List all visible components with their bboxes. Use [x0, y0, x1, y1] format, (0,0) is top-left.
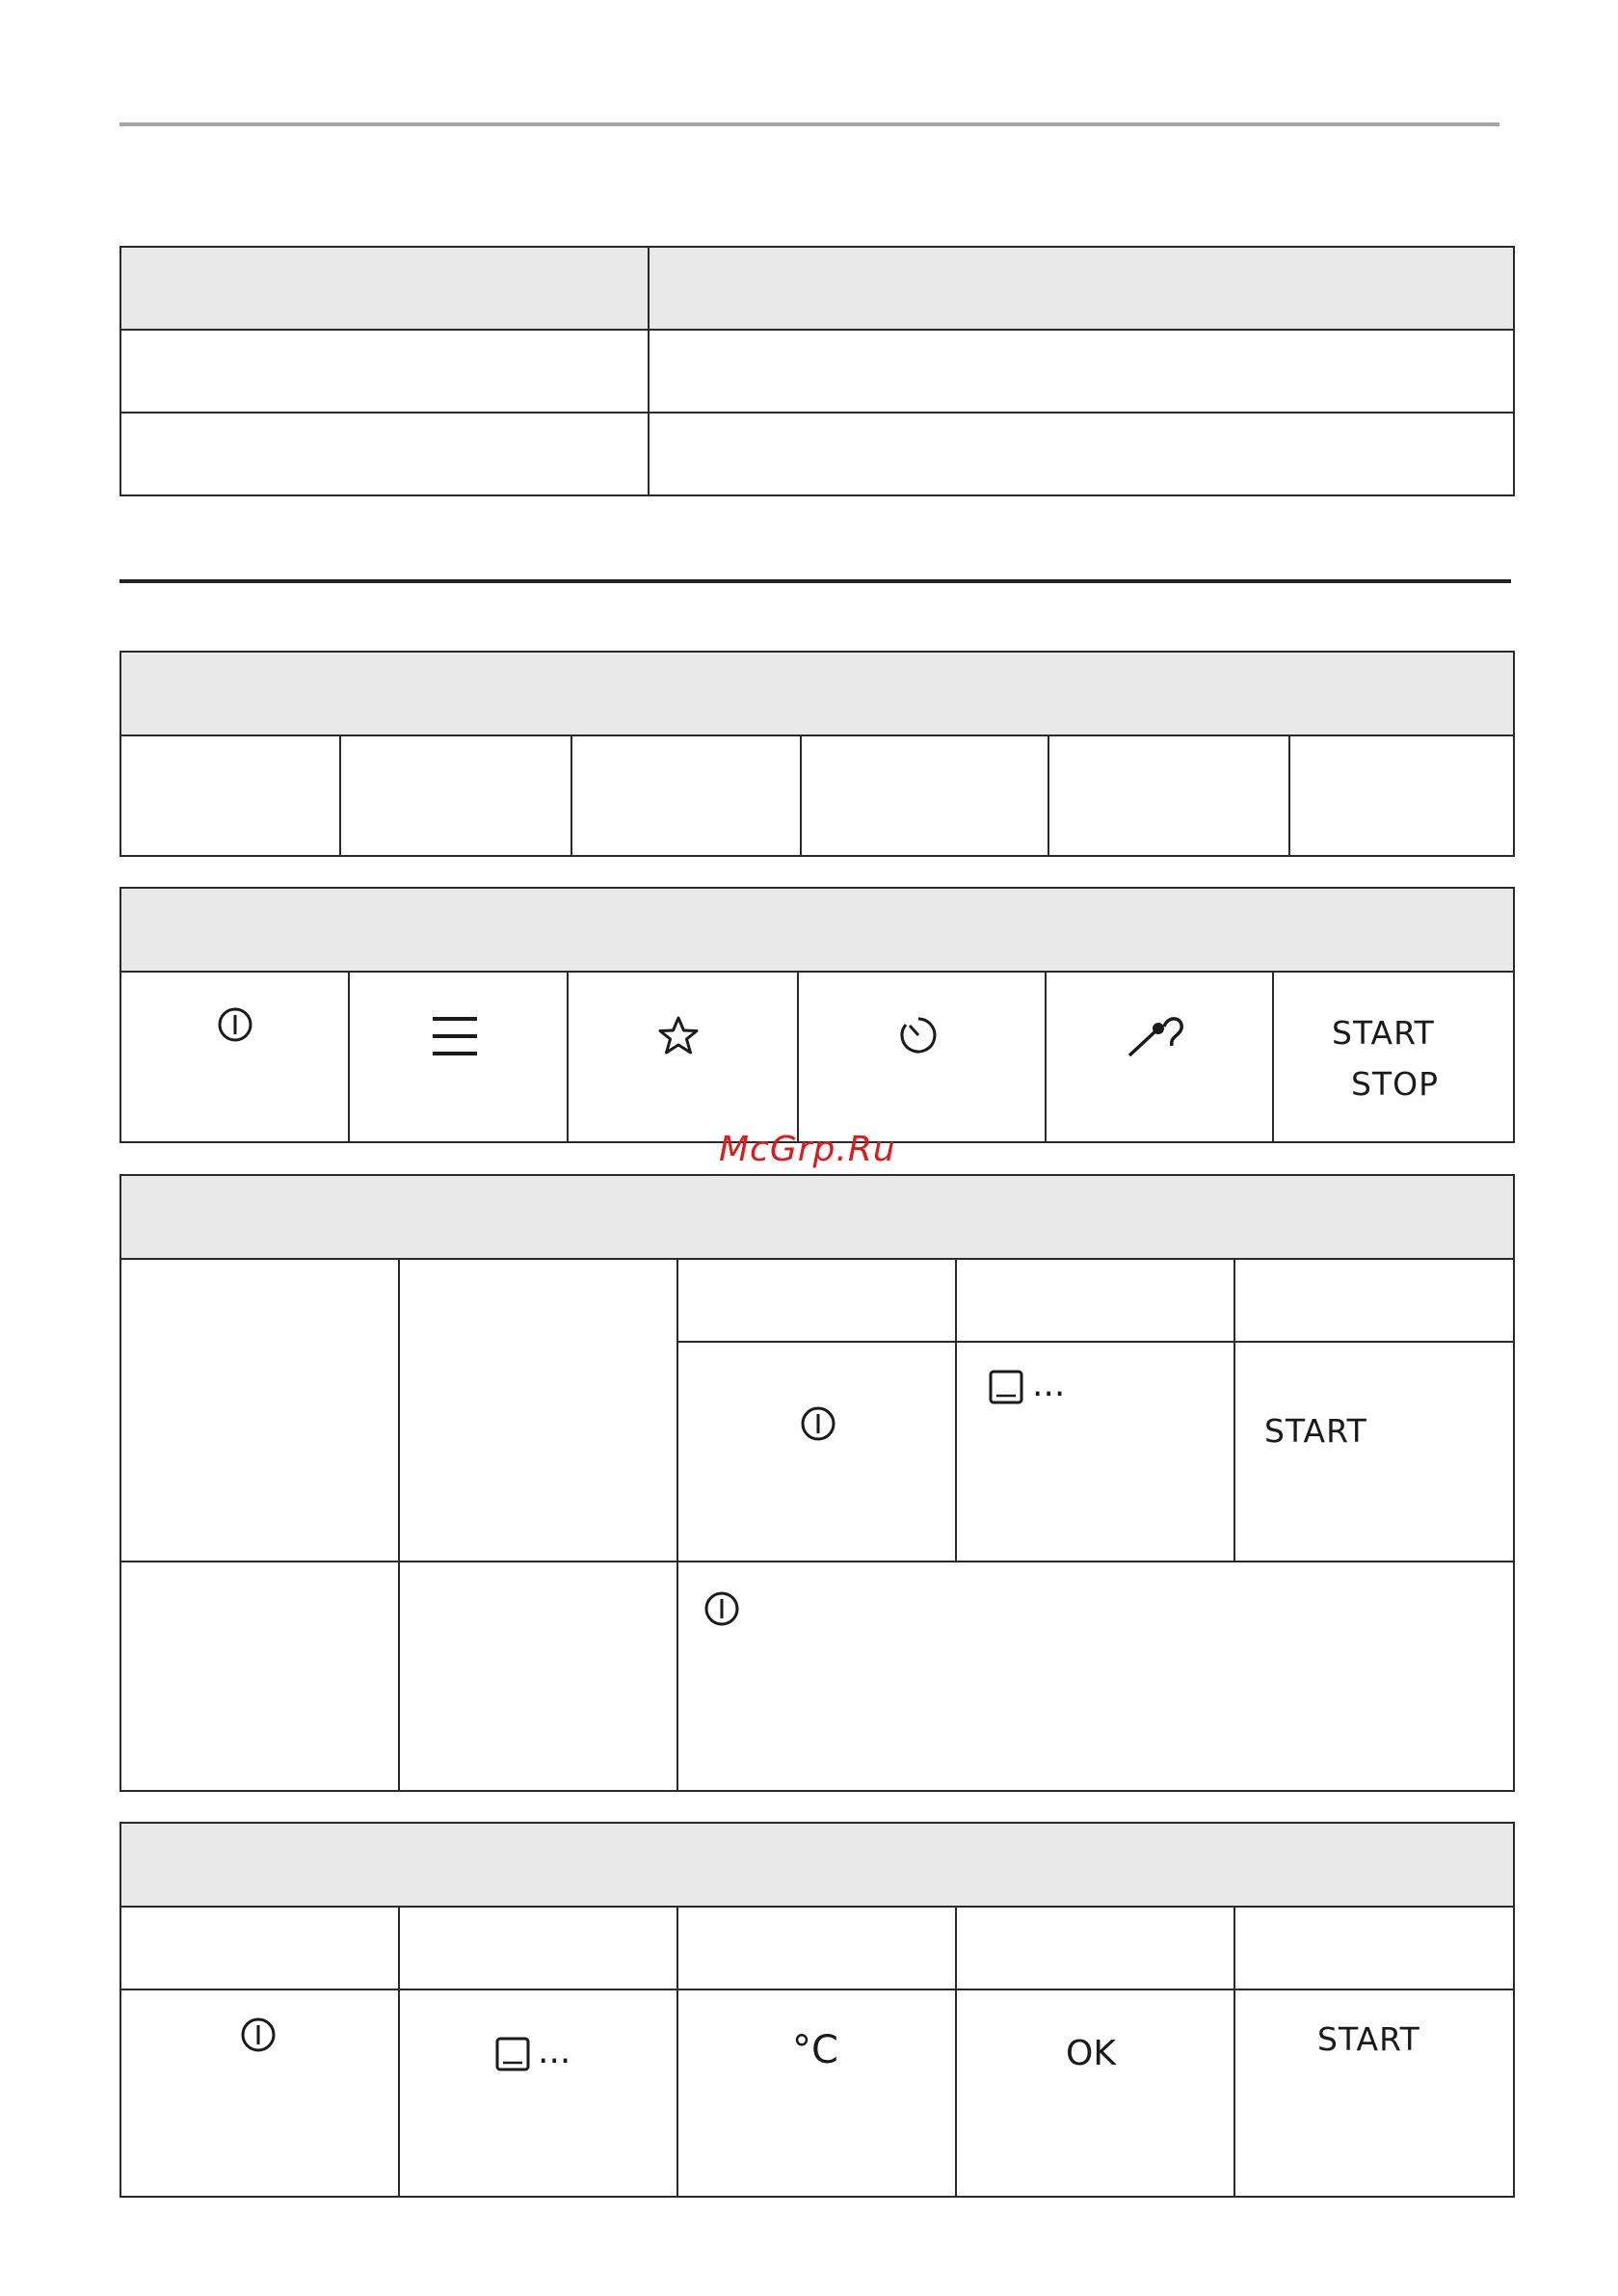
ok-label: OK — [1066, 2034, 1116, 2073]
settings-table — [119, 1822, 1515, 2198]
table-2-header — [120, 652, 1514, 735]
table-2-cell — [1289, 735, 1514, 856]
control-cell-start-stop — [1273, 972, 1514, 1142]
oven-function-icon — [495, 2037, 530, 2071]
start-label: START — [1317, 2020, 1420, 2058]
activation-cell — [677, 1259, 956, 1342]
table-1-cell — [649, 413, 1514, 495]
start-label: START — [1264, 1412, 1367, 1450]
control-panel-table — [119, 887, 1515, 1143]
settings-cell-power — [120, 1989, 399, 2197]
section-rule — [119, 579, 1511, 583]
table-1 — [119, 246, 1515, 496]
function-ellipsis: ... — [538, 2032, 571, 2071]
table-2 — [119, 651, 1515, 857]
control-cell-timer — [798, 972, 1046, 1142]
activation-cell-start — [1234, 1342, 1514, 1562]
watermark: McGrp.Ru — [719, 1130, 896, 1169]
table-2-cell — [1048, 735, 1289, 856]
star-icon — [657, 1015, 700, 1055]
top-rule — [119, 122, 1499, 126]
function-ellipsis: ... — [1032, 1365, 1066, 1404]
control-cell-power — [120, 972, 349, 1142]
activation-table — [119, 1174, 1515, 1792]
food-sensor-icon — [1126, 1013, 1185, 1059]
activation-header — [120, 1175, 1514, 1259]
settings-header — [120, 1823, 1514, 1907]
control-cell-food-sensor — [1046, 972, 1273, 1142]
oven-function-icon — [989, 1370, 1023, 1404]
menu-icon — [431, 1015, 479, 1057]
power-icon — [216, 1005, 254, 1044]
activation-cell-power — [677, 1342, 956, 1562]
settings-cell-function — [399, 1989, 677, 2197]
table-2-cell — [571, 735, 801, 856]
activation-cell — [1234, 1259, 1514, 1342]
activation-cell — [399, 1562, 677, 1791]
activation-cell-function — [956, 1342, 1234, 1562]
activation-cell — [120, 1562, 399, 1791]
stop-label: STOP — [1351, 1065, 1439, 1103]
control-cell-favourite — [568, 972, 798, 1142]
activation-cell-note — [677, 1562, 1514, 1791]
settings-cell — [956, 1907, 1234, 1989]
control-panel-header — [120, 888, 1514, 972]
table-1-cell — [649, 330, 1514, 413]
power-icon — [703, 1589, 741, 1628]
table-2-cell — [340, 735, 571, 856]
activation-cell — [956, 1259, 1234, 1342]
settings-cell — [120, 1907, 399, 1989]
temperature-icon: °C — [792, 2028, 838, 2072]
activation-cell — [120, 1259, 399, 1562]
power-icon — [799, 1404, 837, 1443]
table-1-cell — [120, 413, 649, 495]
activation-cell — [399, 1259, 677, 1562]
table-1-header-col-2 — [649, 247, 1514, 330]
control-cell-menu — [349, 972, 568, 1142]
table-1-cell — [120, 330, 649, 413]
settings-cell-temperature — [677, 1989, 956, 2197]
start-label: START — [1332, 1014, 1435, 1052]
table-2-cell — [801, 735, 1048, 856]
settings-cell — [677, 1907, 956, 1989]
settings-cell — [399, 1907, 677, 1989]
power-icon — [239, 2016, 278, 2054]
settings-cell-ok — [956, 1989, 1234, 2197]
settings-cell-start — [1234, 1989, 1514, 2197]
settings-cell — [1234, 1907, 1514, 1989]
timer-icon — [896, 1013, 941, 1057]
table-2-cell — [120, 735, 340, 856]
table-1-header-col-1 — [120, 247, 649, 330]
